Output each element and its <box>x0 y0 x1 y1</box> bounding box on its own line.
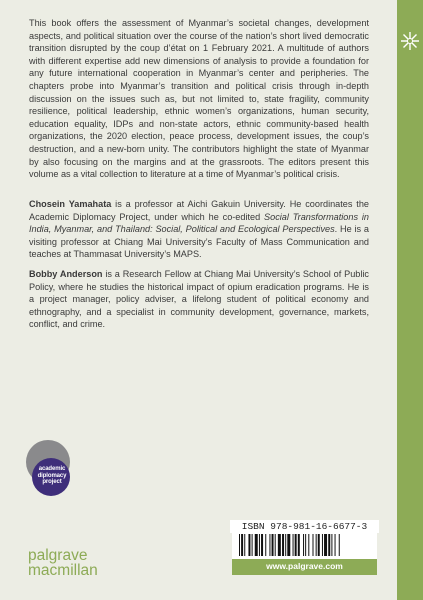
barcode-bar <box>285 534 286 556</box>
barcode-bar <box>328 534 330 556</box>
series-badge-label: academic diplomacy project <box>37 466 67 485</box>
barcode-bar <box>305 534 306 556</box>
barcode-bar <box>282 534 284 556</box>
barcode-bar <box>339 534 340 556</box>
barcode-bar <box>275 534 276 556</box>
palgrave-star-icon <box>399 30 421 52</box>
book-title-reference: Social Transformations in India, Myanmar, and Thailand: Social, Political and Ecological Perspectives <box>29 211 369 235</box>
author-bio-yamahata <box>29 198 369 261</box>
author-bio-text: is a professor at Aichi Gakuin University. He coordinates the Academic Diplomacy Project, under which he co-edited Social Transformations in India, Myanmar, and Thailand: Social, Political and Ecological Perspectives. He is a visiting professor at Chiang Mai University’s Faculty of Mass Communication and teaches at Thammasat University’s MAPS. <box>29 199 370 260</box>
barcode-bar <box>318 534 320 556</box>
barcode-bar <box>287 534 290 556</box>
publisher-logo: palgrave macmillan <box>28 547 98 579</box>
barcode-bar <box>244 534 245 556</box>
barcode-bar <box>241 534 243 556</box>
barcode-bar <box>255 534 258 556</box>
barcode-bar <box>295 534 297 556</box>
barcode-bar <box>261 534 263 556</box>
barcode-bar <box>269 534 270 556</box>
publisher-website: www.palgrave.com <box>266 561 343 571</box>
barcode-bar <box>308 534 309 556</box>
barcode-bar <box>324 534 327 556</box>
barcode-bar <box>316 534 317 556</box>
barcode-bar <box>331 534 332 556</box>
barcode-bar <box>322 534 323 556</box>
barcode-bar <box>265 534 266 556</box>
author-bio-anderson <box>29 268 369 331</box>
barcode-bar <box>252 534 253 556</box>
book-description: This book offers the assessment of Myanmar’s societal changes, development aspects, and political situation over the course of the nation’s short lived democratic transition disrupted by the coup d’état on 1 February 2021. A multitude of authors with different expertise add new dimensions of analysis to provide a foundation for any future international cooperation in Myanmar’s center and peripheries. The chapters probe into Myanmar’s transition and political crisis through in-depth discussion on the issues such as, but not limited to, state fragility, community resilience, political leadership, ethnic women’s organizations, human security, education equality, IDPs and non-state actors, ethnic community-based health organizations, the 2020 election, peace process, development issues, the coup’s destruction, and a new-born unity. The contributors highlight the state of Myanmar by also focusing on the margins and at the grassroots. The editors present this volume as a vital collection to literature at a time of Myanmar’s political crisis. <box>29 18 369 180</box>
barcode-bar <box>259 534 260 556</box>
barcode-bar <box>293 534 294 556</box>
barcode-bar <box>248 534 250 556</box>
barcode <box>239 534 372 556</box>
author-name: Bobby Anderson <box>29 269 103 279</box>
barcode-bar <box>298 534 300 556</box>
barcode-bar <box>278 534 281 556</box>
barcode-bar <box>303 534 304 556</box>
isbn-label: ISBN 978-981-16-6677-3 <box>230 520 379 533</box>
barcode-bar <box>239 534 240 556</box>
spine-strip <box>397 0 423 600</box>
barcode-bar <box>272 534 274 556</box>
barcode-bar <box>335 534 336 556</box>
author-name: Chosein Yamahata <box>29 199 112 209</box>
barcode-bar <box>313 534 314 556</box>
author-bio-text: is a Research Fellow at Chiang Mai University’s School of Public Policy, where he studies the historical impact of opium eradication programs. He is a project manager, policy adviser, a lifelong student of political economy and ethnography, and a specialist in community development, governance, markets, conflict, and crime. <box>29 269 369 330</box>
